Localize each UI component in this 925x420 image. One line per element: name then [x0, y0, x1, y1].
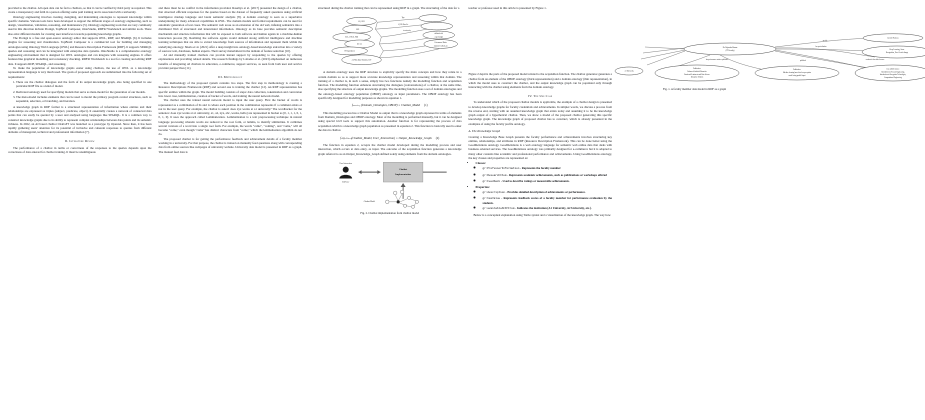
paragraph: The performance of a chatbot in terms or correctness of the responses to the queries depends upon the correctness of data entered for chatbot training. It must be unambiguous [8, 145, 152, 154]
graph-nodes [332, 15, 458, 65]
list-item [476, 161, 613, 183]
chatbot-implementation-box [383, 162, 423, 182]
edge-label: in university [403, 31, 411, 33]
rdf-graph-svg [318, 13, 462, 69]
node-label: Dr. xxx [356, 43, 363, 46]
node-label: model using parallel input [788, 75, 806, 77]
figure-1-caption: Fig. 1. A faculty member data model in RDF as a graph [663, 87, 727, 92]
figure-1-svg [625, 33, 925, 85]
node-label: Computational Engineering [884, 77, 902, 79]
paragraph: The Protégé is a free and open-source ontology editor that supports OWL, RDF, and SPARQL [6]. It includes plugins for reasoning and visualization. TopBraid Composer is a commercial tool for building and managing ontologies using Ontology Web Language (OWL) and Resource Description Framework (RDF). It supports SPARQL queries and reasoning and can be integrated with enterprise data systems. OntoStudio is a comprehensive ontology engineering environment that is designed for OWL ontologies and can integrate with reasoning engines. It offers features like graphical modelling and consistency checking. RDF4J Workbench is a tool for creating and editing RDF data. It supports RDF, SPARQL, and reasoning. [8, 35, 152, 66]
term-desc: - Represents academic achievements, such as publications or workshops offered [506, 172, 607, 177]
node-label: IT Department [344, 50, 355, 53]
figure-1-faculty-rdf-graph [625, 33, 925, 95]
list-item [483, 190, 613, 195]
goodrelations-bullets [469, 161, 613, 211]
node-label: CSE [356, 29, 360, 32]
equation-1 [318, 103, 462, 107]
section-heading-literature-review: II. Literature Review [64, 139, 95, 144]
node-label: (IT Faculty) [725, 50, 735, 53]
paragraph: A knowledge graph in RDF format is a structured representation of information where entities and their relationships are expressed as triples (subject, predicate, object). It essentially creates a network of connected data points that can easily be queried by a user and analysed using languages like SPARQL. It is a common way to construct knowledge graphs due to its ability to represent complex relationships between data points and its semantic richness. In 2022, an AI based chatbot ChatGPT was launched as a prototype by OpenAI. Since then, it has been rapidly gathering users' attention for its potential of inclusive and coherent responses to queries from different domains of managerial, technical and professional information [7]. [8, 104, 152, 135]
edge-label: published [799, 61, 807, 62]
node-label: Publication: [793, 70, 801, 72]
paragraph: To understand which of the proposed chatbot models is applicable, the example of a chatbot design is presented to develop knowledge graphs for faculty credentials and achievements. In simpler words, we discuss a process from the reverse end, starting with an assumed knowledge graph that exists today and assuming it to be the knowledge graph output of a hypothetical chatbot. Then, we show a model of the proposed chatbot generating this specific knowledge graph. The knowledge graph of proposed chatbot has to construct, which is already presented in the examples of using the faculty profile ontology. [468, 100, 612, 126]
edge-label: Performance Matrix [434, 43, 447, 45]
paragraph: teacher or professor used in this article is presented by Figure 1. [468, 6, 547, 10]
chatbot-model-label: Chatbot Model [363, 200, 376, 203]
paragraph: The chatbot uses the trained neural network model to input the user query. First the bucket of words is represented as a combination of 0s and 1s where each position in the combination represents if a comment exists or not in the user query. For example, the chatbot is asked: does xyz works at a1 university? The wordbucket for the sentence: does xyz works at a1 university, a1, a2, xyz, abc, works, hello] are represented in bucket as [0, 1, 1, 1, 0, 1, 0, 1, 0]. It uses the approach called Lemmatization. Lemmatization is a text preprocessing technique in natural language processing wherein words are reduced to the root form, or lemma, to identify similarities. It combines several versions of a word into a single root form. For example, the words "came", "coming", and "come," will all become "come," even though "came" has distinct characters from "come," which the lemmatisation algorithm do not do. [158, 98, 302, 137]
paragraph: Below is a conceptual explanation using Turtle syntax and a visualization of the knowledge graph. The way how [473, 212, 611, 217]
section-heading-methodology: III. Methodology [218, 74, 243, 79]
edge-label: affiliated with [434, 34, 443, 36]
node-label: Recognition, User Gender Image [885, 52, 909, 54]
node-label: A1 University [624, 71, 634, 73]
paragraph: The function in equation 2, accepts the chatbot model developed during the modelling process and user interaction, which occurs at data entry, as input. The outcome of the acquisition function generates a knowledge graph referred to as an Output_Knowledge_Graph defined solely using elements from the domain ontologies. [318, 143, 462, 156]
list-item: 1. There are the chatbot dialogues and the form of its output knowledge graph, also being specified in one particular RDF file as a kind of model. [16, 80, 152, 89]
paragraph: and there must be no conflict in the information provided. Raseliya et al. (2017) presented the design of a chatbot, that observed efficient responses for the queries based on the dataset of frequently asked questions using artificial intelligence markup language and latent semantic analysis [8]. A domain ontology is seen as a superlative underpinning for many advanced capabilities in OWL. The domain models and formal requirements can be used for automatic generation of test cases. The semantic web arose as an extension of the old web, infusing semantics into a distributed Web of structured and interrelated information. Ontology as its base provides semantic description mechanism and structure information that will be exposed to both software and human agents in a machine-human interaction process [9]. Realizing the software agents would demand strong artificial intelligence and machine learning techniques that are able to extract knowledge from sources of information and represent them within the underlying ontology. Sikalo et al. (2021) offer a deep insight into ontology-based knowledge extraction into a variety of sources: text, databases, human experts. Their survey materialized in the domain of feature selection [10]. [158, 6, 302, 53]
term-desc: - Used to describe ratings or measurable achievements. [500, 178, 570, 183]
paragraph: To make the population of knowledge graphs easier using chatbots, the use of OWL as a knowledge representation language is very much used. The goals of proposed approach are summarized into the following set of requirements: [8, 65, 152, 79]
term: gr:ResearchItem [482, 173, 507, 177]
paragraph: structured during the chatbot training that can be represented using RDF in a graph. The structuring of the data for a [318, 6, 460, 10]
double-arrow-icon [359, 170, 381, 174]
properties-sublist [476, 190, 613, 212]
paragraph: Creating a Knowledge Base Graph presents the faculty performance and achievements involves structuring key entities, relationships, and attributes in RDF (Resource Description Framework). This can be done better using the GoodRelations ontology. GoodRelations is a web ontology language for semantic web online data that deals with business oriented services. The GoodRelations ontology was primarily designed for e-commerce but it is adapted to many other contexts like academic and professional performance and achievements. Using GoodRelations ontology, the key classes and properties are represented as: [468, 134, 612, 160]
list-item [483, 196, 613, 205]
edge-label: AI, ML Data Set [398, 25, 409, 27]
requirements-list [8, 80, 152, 104]
subsection-heading-knowledge-graph: A. The Knowledge Graph [468, 129, 501, 134]
list-item: 2. Dedicated ontology used for specifying models that serve as meta-model for the generation of our models. [16, 90, 152, 94]
node-label: Enterprise Solution [690, 77, 704, 79]
bullet-label: Properties: [475, 184, 490, 189]
figure-2-caption: Fig. 2. Chatbot implementation from chatbot model [360, 211, 420, 216]
node-label: AI, ML, Data Structure, ICT [351, 59, 372, 62]
fig1-nodes [615, 34, 925, 81]
left-page-column-1 [8, 6, 152, 420]
left-page-column-2 [159, 6, 303, 420]
right-page-column-2 [469, 6, 613, 420]
paragraph: Figure 2 depicts the parts of the proposed model related to the acquisition function. The chatbot generator generates a chatbot from an element of the OBOP ontology (thick representation) and a domain ontology (thin representation), in which the model uses to construct the chatbot, and the output knowledge graph can be populated only through interacting with the chatbot using elements from the domain ontology. [468, 72, 612, 90]
end-user-label: End User [342, 181, 350, 184]
node-label: Machine learning based wireless perception [783, 73, 811, 74]
equation-body: fₐᴄǫᵤᵢѕᵢₜᵢₒₙ(Chatbot_Model, User_Interaction) = Output_Knowledge_Graph [340, 135, 432, 140]
classes-sublist [476, 166, 613, 183]
chatbot-box-label-line2: Implementation [395, 173, 411, 176]
equation-2 [318, 136, 462, 140]
paragraph: A domain ontology uses the RDF structure to explicitly specify the main concepts and how they relate in a certain domain so as to support more accurate knowledge representation and reasoning within that domain. The training of a chatbot is, in such a sense, simply has two functions namely the modelling function and acquisition function. The modelling function enhances structuring the dialogues (conversations) of a chatbot, at the same time, also specifying the structure of output knowledge graphs. The modelling function uses a set of domain ontologies and the ontology-based ontology population (OBOP) ontology as input parameters. The OBOP ontology has been specifically designed for modelling purposes as shown in equation 1. [318, 70, 462, 100]
node-label: Introduction to Present Engineering, [881, 72, 905, 74]
chatbot-model-nodes [385, 190, 418, 208]
list-item [483, 206, 613, 211]
term: gr:ProfessorInformation [482, 167, 520, 171]
edge-label: has performance matrices published [705, 60, 729, 61]
edge-label: Type [401, 18, 405, 20]
node-label: Introduction to Encryption Technologies, [879, 75, 907, 77]
right-page-column-1 [318, 6, 462, 420]
paragraph: Ontology engineering involves creating, designing, and maintaining ontologies to represent knowledge within specific domains. Various tools have been developed to support the different stages of ontology engineering, such as design, visualization, validation, reasoning, and maintenance [5]. Ontology engineering tools that are very commonly used in this direction include Protégé, TopBraid Composer, OntoStudio, RDF4J Workbench and similar tools. There also exist different models for creating user interfaces towards populating knowledge graphs. [8, 14, 152, 36]
node-label: Dr. Rajendra Kumar [722, 46, 738, 49]
node-label: Case added courses: [886, 69, 900, 71]
term: gr:description [482, 190, 505, 194]
node-label: Enhanced Artificial Biometric [687, 72, 707, 73]
term: gr:availableAtOrFrom [482, 207, 515, 211]
list-item [483, 173, 613, 178]
figure-rdf-graph-small [318, 13, 462, 69]
term-desc: - Represents the faculty member [519, 166, 561, 171]
edge-label: situation Feedback 4.5 [433, 46, 448, 48]
section-heading-use-case: IV. The Use Case [528, 93, 553, 98]
edge-label: has specialization [815, 47, 827, 48]
page-right [310, 0, 909, 420]
equation-number: (1) [424, 103, 428, 108]
user-icon [339, 167, 352, 179]
figure-2-chatbot-implementation [318, 159, 462, 217]
paragraph: AI and manually trained chatbots can provide instant support by responding to the queries by offering explanations and providing related details. The research findings by Labadze et al. (2023) emphasized on numerous benefits of integrating AI chatbots in education, e-commerce, support services, as seen from both user and service provider perspectives [11]. [158, 53, 302, 70]
edge-label: expert insight [434, 37, 443, 39]
list-item: 3. The meta-model includes elements that can be used to model the primary program control structures, such as sequential, selection, or branching, and iteration. [16, 95, 152, 104]
node-label: Deep Learning, Sense [889, 49, 905, 51]
node-label: Emotional Sentiments and Data Science [684, 74, 710, 76]
paragraph: provided to the chatbot. All open data can be fed to chatbots, so that it can be verified by third party as required. This create a transparency and faith in a person offering some paid training and is associated with a university. [8, 6, 152, 15]
term: gr:hasValue [482, 196, 501, 200]
term-desc: - Provides detailed description of achievements or performance. [504, 189, 586, 194]
figure-1-spacer [469, 10, 613, 72]
list-item [476, 185, 613, 211]
page-left [0, 0, 310, 420]
list-item [483, 166, 613, 171]
node-label: Gender Release [887, 37, 899, 40]
term-desc: - Indicates the institution (A1 University, A2 University, etc.). [514, 206, 592, 211]
bullet-label: Classes: [475, 161, 486, 166]
paragraph: The proposed chatbot is for getting the performance feedback and achievement details of a faculty member working in a university. For that purpose, the chatbot is trained on manually feed questions along with corresponding data from online sources like webpages of university website. University data model is presented in RDF as a graph. The manual feed data is [158, 136, 302, 154]
equation-body: fₘₒₔₑₗᵢₙ₉ (Domain_Ontologies, OBOP) = Chatbot_Model [351, 103, 421, 108]
list-item [483, 179, 613, 184]
node-label: GS, 2021 [358, 21, 365, 24]
node-label: B.E. AI Tech, PhD [345, 37, 359, 40]
edge-label: conducted who added courses [865, 60, 885, 61]
paragraph: This modelling process has a Chatbot Model as output that is a knowledge graph expressed in terms of elements from Domain_Ontologies and OBOP ontology. Most of the modelling is performed manually, but it can be designed using special GUI tools to support this automation. Another function is for representing the process of data acquisition which is a knowledge graph population as presented in equation 2. This function is basically used to enter the data in chatbot. [318, 110, 462, 133]
chatbot-implementation-svg [318, 159, 462, 209]
user-interaction-label: User Interaction [339, 163, 352, 166]
term: gr:Feedback [482, 179, 501, 183]
node-label: Publication: [693, 69, 701, 71]
equation-number: (2) [435, 135, 440, 140]
chatbot-box-label-line1: Chatbot [399, 168, 408, 171]
paragraph: The methodology of the proposed system contains two steps. The first step in methodology is creating a Resource Descriptions Framework (RDF) and second one is training the chatbot [12]. An RDF representation has specific entities within the graph. The model building consists of steps: data collection, tokenization and conversion into lower case, lemmatization, creation of bucket of words, and training the neural network model. [158, 81, 302, 98]
term-desc: - Represents feedback scores of a faculty member for performance evaluation by the students. [482, 195, 612, 206]
edge-label: specify [822, 41, 828, 42]
